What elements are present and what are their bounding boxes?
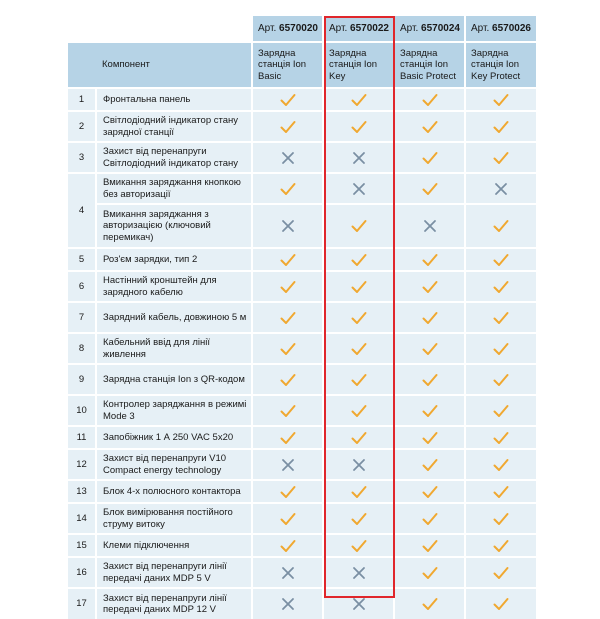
comparison-table-wrapper bbox=[68, 16, 536, 619]
table-row bbox=[68, 480, 536, 503]
table-row bbox=[68, 271, 536, 302]
mark-cell bbox=[465, 480, 536, 503]
check-icon bbox=[351, 311, 367, 325]
mark-cell bbox=[394, 449, 465, 480]
check-icon bbox=[493, 458, 509, 472]
mark-cell bbox=[252, 271, 323, 302]
check-icon bbox=[351, 512, 367, 526]
art-number: 6570022 bbox=[350, 22, 389, 34]
check-icon bbox=[351, 431, 367, 445]
component-label: Блок 4-х полюсного контактора bbox=[96, 480, 252, 503]
table-row bbox=[68, 173, 536, 204]
row-number: 8 bbox=[68, 333, 96, 364]
mark-cell bbox=[252, 503, 323, 534]
table-row bbox=[68, 557, 536, 588]
check-icon bbox=[422, 342, 438, 356]
component-label: Блок вимірювання постійного струму витоку bbox=[96, 503, 252, 534]
check-icon bbox=[493, 373, 509, 387]
table-row bbox=[68, 503, 536, 534]
check-icon bbox=[280, 311, 296, 325]
component-label: Кабельний ввід для лінії живлення bbox=[96, 333, 252, 364]
mark-cell bbox=[394, 204, 465, 248]
table-row bbox=[68, 534, 536, 557]
mark-cell bbox=[394, 271, 465, 302]
component-label: Роз'єм зарядки, тип 2 bbox=[96, 248, 252, 271]
component-label: Настінний кронштейн для зарядного кабелю bbox=[96, 271, 252, 302]
check-icon bbox=[422, 431, 438, 445]
table-row bbox=[68, 333, 536, 364]
check-icon bbox=[493, 120, 509, 134]
check-icon bbox=[493, 219, 509, 233]
mark-cell bbox=[323, 173, 394, 204]
header-blank bbox=[68, 16, 252, 42]
row-number: 9 bbox=[68, 364, 96, 395]
mark-cell bbox=[323, 534, 394, 557]
cross-icon bbox=[493, 182, 509, 196]
mark-cell bbox=[323, 111, 394, 142]
mark-cell bbox=[252, 364, 323, 395]
check-icon bbox=[493, 597, 509, 611]
mark-cell bbox=[252, 173, 323, 204]
table-row bbox=[68, 426, 536, 449]
mark-cell bbox=[394, 302, 465, 333]
mark-cell bbox=[252, 395, 323, 426]
row-number: 6 bbox=[68, 271, 96, 302]
mark-cell bbox=[394, 173, 465, 204]
mark-cell bbox=[323, 480, 394, 503]
check-icon bbox=[493, 253, 509, 267]
mark-cell bbox=[323, 395, 394, 426]
article-header-row bbox=[68, 16, 536, 42]
art-prefix: Арт. bbox=[471, 22, 490, 34]
cross-icon bbox=[280, 597, 296, 611]
product-name-1: Зарядна станція Ion Basic bbox=[252, 42, 323, 88]
mark-cell bbox=[465, 395, 536, 426]
cross-icon bbox=[351, 566, 367, 580]
mark-cell bbox=[394, 503, 465, 534]
table-row bbox=[68, 88, 536, 111]
check-icon bbox=[422, 151, 438, 165]
check-icon bbox=[351, 373, 367, 387]
check-icon bbox=[422, 512, 438, 526]
product-name-3: Зарядна станція Ion Basic Protect bbox=[394, 42, 465, 88]
row-number: 11 bbox=[68, 426, 96, 449]
cross-icon bbox=[351, 597, 367, 611]
product-name-2: Зарядна станція Ion Key bbox=[323, 42, 394, 88]
check-icon bbox=[351, 253, 367, 267]
mark-cell bbox=[394, 88, 465, 111]
mark-cell bbox=[465, 534, 536, 557]
check-icon bbox=[351, 280, 367, 294]
row-number: 16 bbox=[68, 557, 96, 588]
mark-cell bbox=[394, 395, 465, 426]
check-icon bbox=[493, 566, 509, 580]
mark-cell bbox=[394, 480, 465, 503]
mark-cell bbox=[252, 534, 323, 557]
component-label: Зарядний кабель, довжиною 5 м bbox=[96, 302, 252, 333]
article-header-4 bbox=[465, 16, 536, 42]
check-icon bbox=[351, 404, 367, 418]
component-label: Світлодіодний індикатор стану зарядної станції bbox=[96, 111, 252, 142]
check-icon bbox=[493, 431, 509, 445]
check-icon bbox=[422, 182, 438, 196]
mark-cell bbox=[394, 111, 465, 142]
check-icon bbox=[422, 120, 438, 134]
mark-cell bbox=[465, 557, 536, 588]
mark-cell bbox=[252, 142, 323, 173]
check-icon bbox=[280, 485, 296, 499]
mark-cell bbox=[394, 534, 465, 557]
mark-cell bbox=[323, 588, 394, 619]
mark-cell bbox=[394, 557, 465, 588]
comparison-table bbox=[68, 16, 536, 619]
component-label: Контролер заряджання в режимі Mode 3 bbox=[96, 395, 252, 426]
mark-cell bbox=[465, 588, 536, 619]
mark-cell bbox=[465, 364, 536, 395]
check-icon bbox=[280, 182, 296, 196]
check-icon bbox=[422, 566, 438, 580]
check-icon bbox=[493, 512, 509, 526]
mark-cell bbox=[252, 480, 323, 503]
mark-cell bbox=[465, 426, 536, 449]
mark-cell bbox=[465, 449, 536, 480]
check-icon bbox=[493, 280, 509, 294]
mark-cell bbox=[252, 111, 323, 142]
row-number: 15 bbox=[68, 534, 96, 557]
cross-icon bbox=[280, 566, 296, 580]
art-prefix: Арт. bbox=[258, 22, 277, 34]
cross-icon bbox=[280, 151, 296, 165]
check-icon bbox=[422, 458, 438, 472]
art-prefix: Арт. bbox=[329, 22, 348, 34]
check-icon bbox=[422, 597, 438, 611]
mark-cell bbox=[323, 88, 394, 111]
table-row bbox=[68, 142, 536, 173]
mark-cell bbox=[465, 248, 536, 271]
art-prefix: Арт. bbox=[400, 22, 419, 34]
mark-cell bbox=[465, 142, 536, 173]
check-icon bbox=[493, 539, 509, 553]
check-icon bbox=[493, 485, 509, 499]
mark-cell bbox=[323, 426, 394, 449]
product-header-row bbox=[68, 42, 536, 88]
check-icon bbox=[493, 93, 509, 107]
component-label: Захист від перенапруги лінії передачі даних MDP 5 V bbox=[96, 557, 252, 588]
mark-cell bbox=[394, 364, 465, 395]
mark-cell bbox=[323, 142, 394, 173]
check-icon bbox=[280, 539, 296, 553]
mark-cell bbox=[252, 449, 323, 480]
check-icon bbox=[351, 342, 367, 356]
art-number: 6570026 bbox=[492, 22, 531, 34]
mark-cell bbox=[465, 333, 536, 364]
mark-cell bbox=[252, 88, 323, 111]
check-icon bbox=[280, 120, 296, 134]
component-label: Захист від перенапруги лінії передачі даних MDP 12 V bbox=[96, 588, 252, 619]
mark-cell bbox=[252, 302, 323, 333]
mark-cell bbox=[465, 302, 536, 333]
component-label: Запобіжник 1 А 250 VAC 5x20 bbox=[96, 426, 252, 449]
mark-cell bbox=[394, 588, 465, 619]
cross-icon bbox=[351, 151, 367, 165]
art-number: 6570020 bbox=[279, 22, 318, 34]
cross-icon bbox=[280, 458, 296, 472]
row-number: 10 bbox=[68, 395, 96, 426]
row-number: 4 bbox=[68, 173, 96, 248]
check-icon bbox=[280, 431, 296, 445]
component-label: Фронтальна панель bbox=[96, 88, 252, 111]
row-number: 17 bbox=[68, 588, 96, 619]
check-icon bbox=[422, 404, 438, 418]
mark-cell bbox=[252, 333, 323, 364]
mark-cell bbox=[323, 333, 394, 364]
article-header-3 bbox=[394, 16, 465, 42]
mark-cell bbox=[465, 503, 536, 534]
art-number: 6570024 bbox=[421, 22, 460, 34]
component-header: Компонент bbox=[96, 42, 252, 88]
mark-cell bbox=[323, 557, 394, 588]
table-row bbox=[68, 248, 536, 271]
check-icon bbox=[493, 404, 509, 418]
table-row bbox=[68, 302, 536, 333]
article-header-1 bbox=[252, 16, 323, 42]
mark-cell bbox=[323, 449, 394, 480]
row-number: 7 bbox=[68, 302, 96, 333]
check-icon bbox=[280, 404, 296, 418]
check-icon bbox=[351, 120, 367, 134]
check-icon bbox=[493, 311, 509, 325]
component-label: Захист від перенапруги Світлодіодний індикатор стану bbox=[96, 142, 252, 173]
check-icon bbox=[422, 280, 438, 294]
mark-cell bbox=[252, 426, 323, 449]
check-icon bbox=[422, 485, 438, 499]
row-number: 13 bbox=[68, 480, 96, 503]
table-row bbox=[68, 449, 536, 480]
component-label: Вмикання заряджання кнопкою без авторизації bbox=[96, 173, 252, 204]
check-icon bbox=[422, 311, 438, 325]
component-label: Захист від перенапруги V10 Compact energy technology bbox=[96, 449, 252, 480]
check-icon bbox=[493, 151, 509, 165]
table-row bbox=[68, 111, 536, 142]
check-icon bbox=[280, 280, 296, 294]
table-row bbox=[68, 395, 536, 426]
check-icon bbox=[422, 253, 438, 267]
row-number: 1 bbox=[68, 88, 96, 111]
mark-cell bbox=[252, 588, 323, 619]
mark-cell bbox=[394, 248, 465, 271]
check-icon bbox=[493, 342, 509, 356]
check-icon bbox=[351, 93, 367, 107]
mark-cell bbox=[323, 302, 394, 333]
mark-cell bbox=[323, 204, 394, 248]
table-row bbox=[68, 588, 536, 619]
check-icon bbox=[280, 253, 296, 267]
check-icon bbox=[422, 93, 438, 107]
row-number: 2 bbox=[68, 111, 96, 142]
check-icon bbox=[422, 539, 438, 553]
cross-icon bbox=[422, 219, 438, 233]
mark-cell bbox=[465, 88, 536, 111]
component-label: Клеми підключення bbox=[96, 534, 252, 557]
mark-cell bbox=[394, 142, 465, 173]
check-icon bbox=[422, 373, 438, 387]
mark-cell bbox=[323, 364, 394, 395]
row-number: 5 bbox=[68, 248, 96, 271]
mark-cell bbox=[465, 204, 536, 248]
cross-icon bbox=[280, 219, 296, 233]
component-label: Вмикання заряджання з авторизацією (ключовий перемикач) bbox=[96, 204, 252, 248]
check-icon bbox=[351, 219, 367, 233]
cross-icon bbox=[351, 458, 367, 472]
check-icon bbox=[280, 373, 296, 387]
mark-cell bbox=[323, 503, 394, 534]
mark-cell bbox=[252, 557, 323, 588]
cross-icon bbox=[351, 182, 367, 196]
row-number: 14 bbox=[68, 503, 96, 534]
mark-cell bbox=[465, 111, 536, 142]
article-header-2 bbox=[323, 16, 394, 42]
row-number: 12 bbox=[68, 449, 96, 480]
mark-cell bbox=[465, 271, 536, 302]
check-icon bbox=[280, 342, 296, 356]
product-name-4: Зарядна станція Ion Key Protect bbox=[465, 42, 536, 88]
mark-cell bbox=[394, 333, 465, 364]
mark-cell bbox=[465, 173, 536, 204]
row-number: 3 bbox=[68, 142, 96, 173]
check-icon bbox=[280, 93, 296, 107]
mark-cell bbox=[394, 426, 465, 449]
check-icon bbox=[280, 512, 296, 526]
mark-cell bbox=[323, 271, 394, 302]
check-icon bbox=[351, 539, 367, 553]
mark-cell bbox=[252, 248, 323, 271]
header-num-cell bbox=[68, 42, 96, 88]
table-row bbox=[68, 204, 536, 248]
mark-cell bbox=[323, 248, 394, 271]
check-icon bbox=[351, 485, 367, 499]
mark-cell bbox=[252, 204, 323, 248]
component-label: Зарядна станція Ion з QR-кодом bbox=[96, 364, 252, 395]
table-row bbox=[68, 364, 536, 395]
